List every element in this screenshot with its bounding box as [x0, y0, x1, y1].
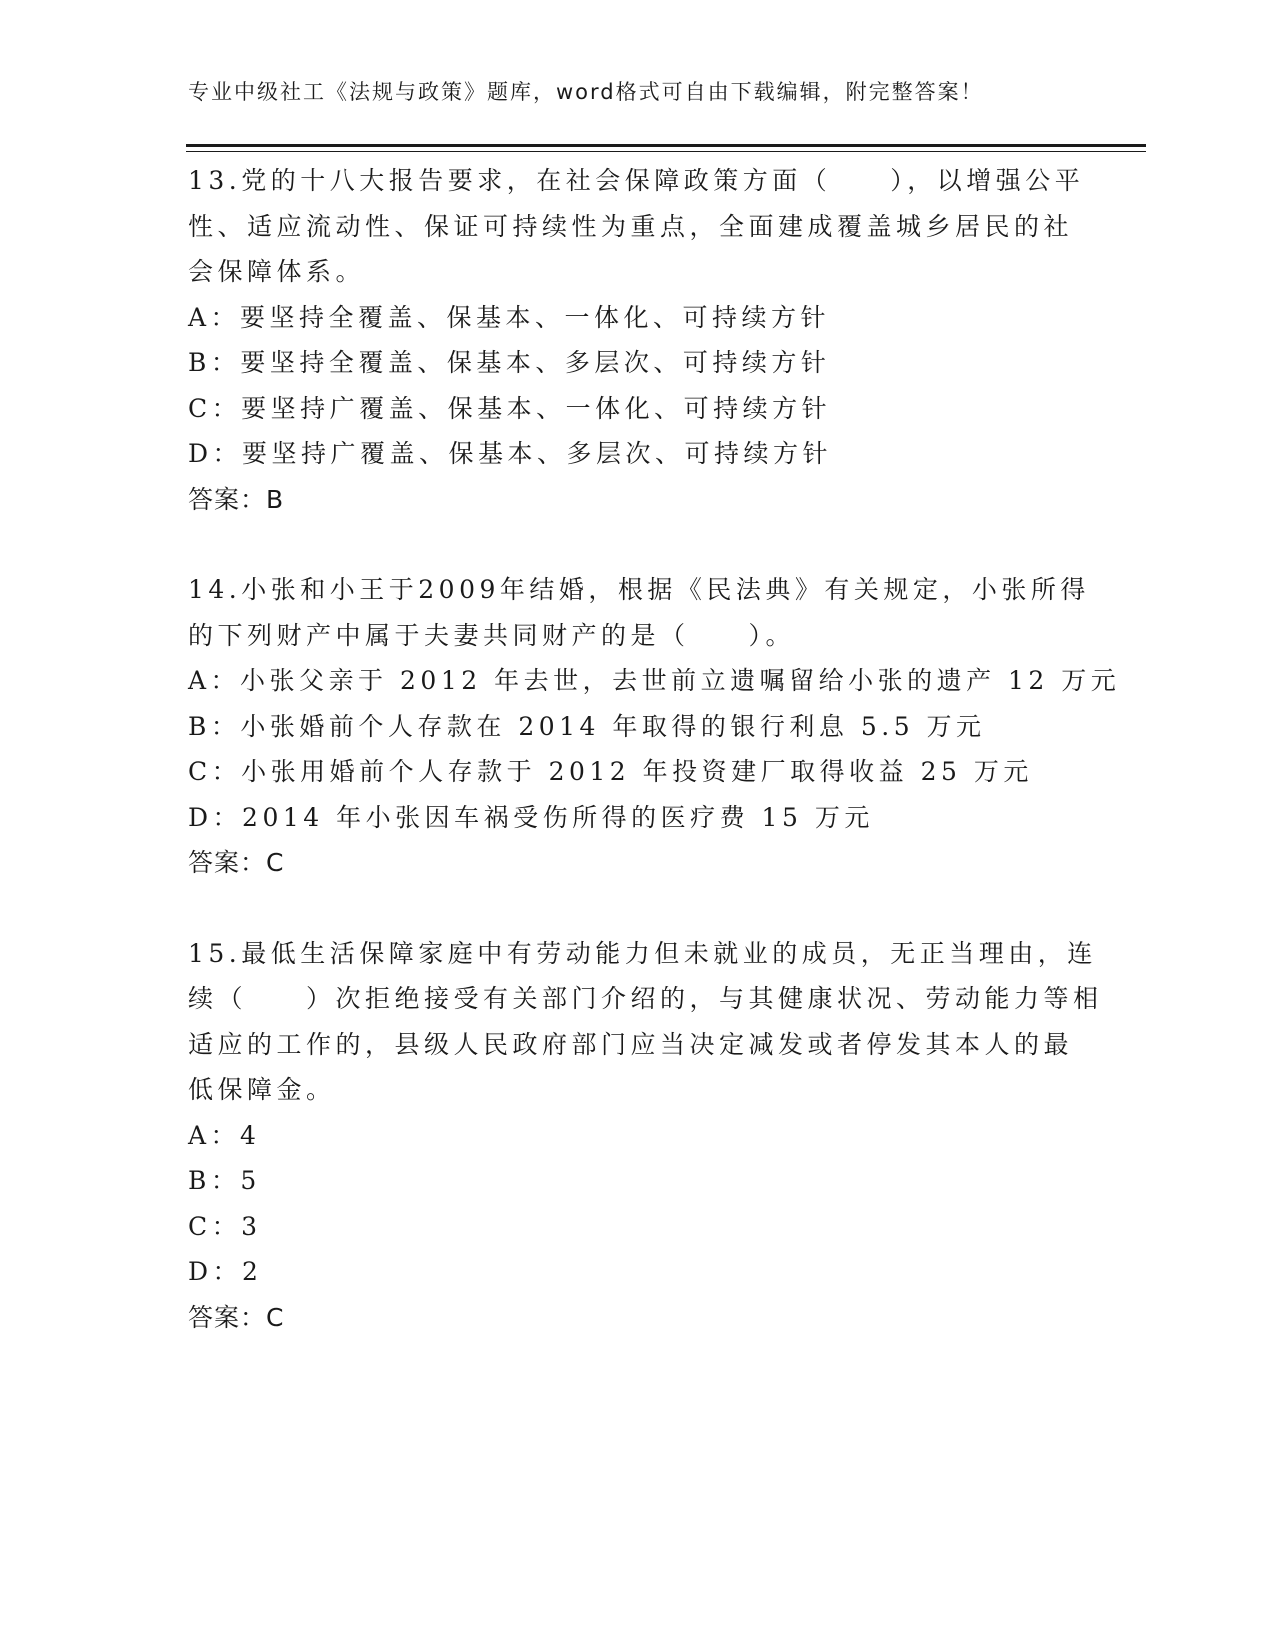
option-c: C：要坚持广覆盖、保基本、一体化、可持续方针 — [188, 393, 832, 423]
option-a: A：小张父亲于 2012 年去世，去世前立遗嘱留给小张的遗产 12 万元 — [188, 666, 1121, 695]
option-b: B：小张婚前个人存款在 2014 年取得的银行利息 5.5 万元 — [188, 711, 986, 741]
option-a: A：4 — [188, 1120, 261, 1150]
answer-line: 答案：B — [188, 484, 285, 514]
question-13 — [188, 158, 1088, 522]
question-list — [188, 158, 1121, 1340]
question-stem-line: 的下列财产中属于夫妻共同财产的是（ ）。 — [188, 620, 796, 650]
option-a: A：要坚持全覆盖、保基本、一体化、可持续方针 — [188, 302, 831, 332]
header-rule-thick — [186, 144, 1146, 147]
question-stem-line: 14.小张和小王于2009年结婚，根据《民法典》有关规定，小张所得 — [188, 575, 1090, 604]
question-stem-line: 15.最低生活保障家庭中有劳动能力但未就业的成员，无正当理由，连 — [188, 938, 1097, 968]
page-header: 专业中级社工《法规与政策》题库，word格式可自由下载编辑，附完整答案！ — [188, 80, 984, 104]
question-stem-line: 性、适应流动性、保证可持续性为重点，全面建成覆盖城乡居民的社 — [188, 211, 1074, 241]
option-d: D：要坚持广覆盖、保基本、多层次、可持续方针 — [188, 439, 833, 468]
option-d: D：2014 年小张因车祸受伤所得的医疗费 15 万元 — [188, 802, 874, 832]
option-b: B：5 — [188, 1166, 261, 1195]
option-d: D：2 — [188, 1257, 263, 1286]
question-stem-line: 适应的工作的，县级人民政府部门应当决定减发或者停发其本人的最 — [188, 1029, 1074, 1059]
question-stem-line: 低保障金。 — [188, 1075, 336, 1104]
option-c: C：3 — [188, 1211, 262, 1241]
option-b: B：要坚持全覆盖、保基本、多层次、可持续方针 — [188, 348, 831, 377]
answer-line: 答案：C — [188, 848, 285, 877]
question-stem-line: 续（ ）次拒绝接受有关部门介绍的，与其健康状况、劳动能力等相 — [188, 984, 1103, 1013]
question-stem-line: 会保障体系。 — [188, 257, 366, 286]
header-rule-thin — [186, 151, 1146, 152]
answer-line: 答案：C — [188, 1302, 285, 1332]
option-c: C：小张用婚前个人存款于 2012 年投资建厂取得收益 25 万元 — [188, 757, 1033, 786]
question-15 — [188, 931, 1103, 1341]
question-stem-line: 13.党的十八大报告要求，在社会保障政策方面（ ），以增强公平 — [188, 166, 1085, 195]
question-14 — [188, 567, 1121, 886]
